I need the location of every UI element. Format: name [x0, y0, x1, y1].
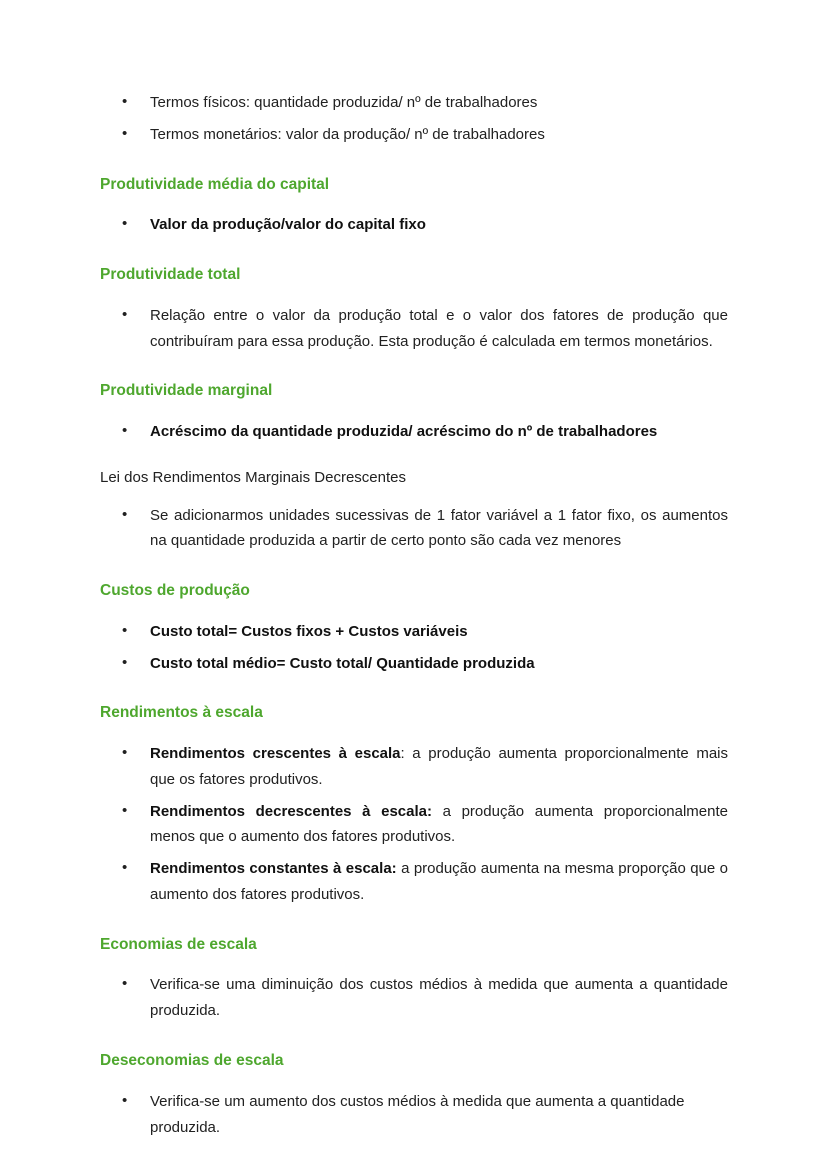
- bullet-marker: •: [122, 975, 128, 993]
- bullet-marker: •: [122, 124, 128, 142]
- bullet-text: [150, 216, 426, 233]
- bullet-marker: •: [122, 305, 128, 323]
- section-heading: Deseconomias de escala: [100, 1052, 284, 1070]
- bullet-marker: •: [122, 744, 128, 762]
- paragraph: Lei dos Rendimentos Marginais Decrescentes: [100, 468, 406, 486]
- bullet-list: [100, 212, 728, 238]
- bullet-list: [100, 90, 728, 148]
- bullet-text-rest: Relação entre o valor da produção total e o valor dos fatores de produção que contribuíram para essa produção. Esta produção é calculada em termos monetários.: [150, 306, 728, 350]
- bullet-text-bold: Custo total médio= Custo total/ Quantidade produzida: [150, 654, 535, 672]
- bullet-list: [100, 741, 728, 908]
- bullet-item: [100, 972, 728, 1024]
- bullet-text-bold: Custo total= Custos fixos + Custos variáveis: [150, 622, 468, 640]
- bullet-item: [100, 741, 728, 793]
- bullet-text: [150, 126, 545, 143]
- bullet-text: [150, 655, 535, 672]
- section-heading: Custos de produção: [100, 582, 250, 600]
- bullet-text-bold: Acréscimo da quantidade produzida/ acréscimo do nº de trabalhadores: [150, 422, 658, 440]
- bullet-list: [100, 972, 728, 1024]
- bullet-item: [100, 619, 728, 645]
- bullet-item: [100, 419, 728, 445]
- bullet-text-bold: Rendimentos constantes à escala:: [150, 860, 397, 878]
- bullet-text-rest: Verifica-se uma diminuição dos custos médios à medida que aumenta a quantidade produzida.: [150, 976, 728, 1020]
- bullet-text: [150, 423, 657, 440]
- bullet-item: [100, 503, 728, 555]
- bullet-list: [100, 303, 728, 355]
- bullet-text-bold: Rendimentos decrescentes à escala:: [150, 802, 432, 820]
- bullet-item: [100, 799, 728, 851]
- bullet-text: [150, 623, 468, 640]
- section-heading: Rendimentos à escala: [100, 704, 263, 722]
- bullet-item: [100, 1089, 728, 1141]
- bullet-marker: •: [122, 505, 128, 523]
- bullet-marker: •: [122, 1091, 128, 1109]
- bullet-text-rest: a produção aumenta na mesma proporção que o aumento dos fatores produtivos.: [150, 860, 728, 904]
- bullet-text-rest: Termos físicos: quantidade produzida/ nº de trabalhadores: [150, 94, 538, 111]
- bullet-text: [150, 1093, 685, 1136]
- bullet-text: [150, 856, 728, 908]
- bullet-text: [150, 799, 728, 851]
- section-heading: Produtividade marginal: [100, 382, 273, 400]
- section-heading: Produtividade total: [100, 266, 241, 284]
- bullet-list: [100, 503, 728, 555]
- bullet-item: [100, 856, 728, 908]
- bullet-text: [150, 741, 728, 793]
- bullet-text: [150, 94, 537, 111]
- bullet-list: [100, 419, 728, 445]
- bullet-marker: •: [122, 621, 128, 639]
- bullet-text: [150, 972, 728, 1024]
- bullet-marker: •: [122, 93, 128, 110]
- bullet-item: [100, 651, 728, 677]
- bullet-text: [150, 303, 728, 355]
- section-heading: Economias de escala: [100, 935, 257, 953]
- bullet-list: [100, 1089, 728, 1141]
- bullet-text-rest: Termos monetários: valor da produção/ nº de trabalhadores: [150, 125, 545, 143]
- bullet-item: [100, 90, 728, 116]
- bullet-item: [100, 212, 728, 238]
- bullet-marker: •: [122, 653, 128, 671]
- bullet-text-bold: Rendimentos crescentes à escala: [150, 745, 401, 763]
- bullet-list: [100, 619, 728, 677]
- section-heading: Produtividade média do capital: [100, 175, 330, 193]
- bullet-text-rest: a produção aumenta proporcionalmente menos que o aumento dos fatores produtivos.: [150, 802, 728, 846]
- bullet-item: [100, 122, 728, 148]
- bullet-text-rest: Verifica-se um aumento dos custos médios à medida que aumenta a quantidade produzida.: [150, 1092, 685, 1136]
- bullet-marker: •: [122, 215, 128, 233]
- bullet-item: [100, 303, 728, 355]
- bullet-marker: •: [122, 859, 128, 877]
- bullet-marker: •: [122, 421, 128, 439]
- bullet-text-bold: Valor da produção/valor do capital fixo: [150, 216, 426, 234]
- bullet-text: [150, 503, 728, 555]
- bullet-marker: •: [122, 801, 128, 819]
- bullet-text-rest: Se adicionarmos unidades sucessivas de 1 fator variável a 1 fator fixo, os aumentos na quantidade produzida a partir de certo ponto são cada vez menores: [150, 506, 728, 550]
- bullet-text-rest: : a produção aumenta proporcionalmente mais que os fatores produtivos.: [150, 745, 729, 788]
